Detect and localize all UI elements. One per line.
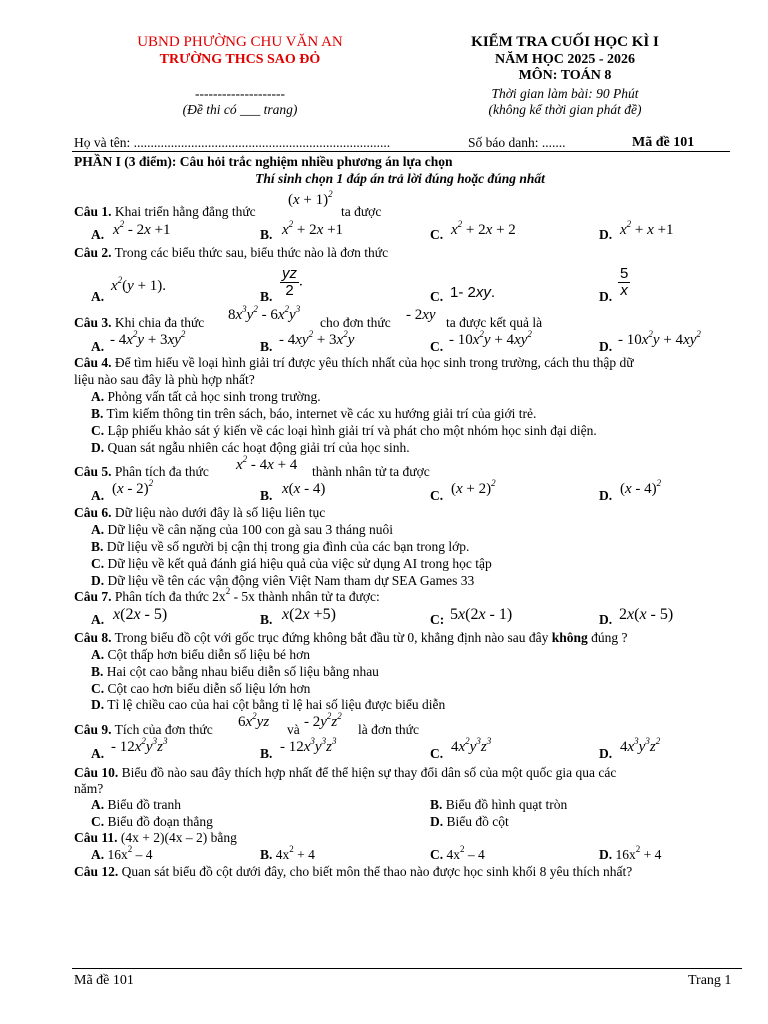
question-1 — [74, 204, 256, 220]
time-note: (không kể thời gian phát đề) — [488, 102, 642, 117]
q9-monomial-1: $6x^2yz$ — [238, 711, 270, 730]
option-label: A. — [91, 227, 105, 242]
option-text: Dữ liệu về cân nặng của 100 con gà sau 3 tháng nuôi — [107, 522, 393, 537]
candidate-number-field[interactable]: Số báo danh: ....... — [468, 135, 566, 150]
q5-option-b-value: x(x - 4) — [282, 481, 326, 497]
question-12 — [74, 864, 632, 880]
q2-option-d-value: $\frac{5}{x}$ — [620, 265, 629, 299]
part1-title: PHẦN I (3 điểm): Câu hỏi trắc nghiệm nhiều phương án lựa chọn — [74, 154, 453, 169]
q10-option-a[interactable] — [91, 797, 181, 813]
q1-option-c-value: $x^2 + 2x + 2$ — [451, 219, 516, 238]
q2-option-b[interactable] — [260, 289, 272, 305]
question-label: Câu 10. — [74, 765, 119, 780]
page-count-note: (Đề thi có ___ trang) — [182, 102, 298, 117]
q3-option-a[interactable] — [91, 339, 104, 355]
option-label: D. — [599, 612, 613, 627]
exponent: 2 — [460, 844, 465, 854]
q9-monomial-2: - $2y^2z^2$ — [304, 711, 342, 730]
question-text: Để tìm hiểu về loại hình giải trí được yêu thích nhất của học sinh trong trường, cách thu thập dữ — [114, 355, 634, 370]
q8-option-a[interactable] — [91, 647, 310, 663]
question-emphasis: không — [551, 630, 588, 645]
q5-option-a-value: (x - 2)$^2$ — [112, 478, 154, 497]
q2-option-c[interactable] — [430, 289, 443, 305]
option-label: D. — [599, 289, 613, 304]
q6-option-b[interactable] — [91, 539, 469, 555]
question-label: Câu 4. — [74, 355, 112, 370]
option-label: D. — [599, 339, 613, 354]
q11-option-b[interactable] — [260, 844, 315, 863]
q3-option-c-value: - $10x^2y + 4xy^2$ — [449, 329, 532, 348]
question-6 — [74, 505, 325, 521]
school-name: TRƯỜNG THCS SAO ĐỎ — [159, 52, 321, 67]
option-label: A. — [91, 847, 105, 862]
header-dashes: -------------------- — [195, 86, 285, 101]
question-label: Câu 8. — [74, 630, 112, 645]
option-label: B. — [260, 847, 273, 862]
q7-option-d-value: 2x(x - 5) — [619, 606, 674, 623]
q5-option-c-value: $(x + 2)^2$ — [451, 478, 496, 497]
question-label: Câu 11. — [74, 830, 118, 845]
option-text: Tỉ lệ chiều cao của hai cột bằng tỉ lệ hai số liệu được biểu diễn — [107, 697, 446, 712]
option-label: A. — [91, 746, 105, 761]
option-text: Cột cao hơn biểu diễn số liệu lớn hơn — [107, 681, 311, 696]
q3-option-c[interactable] — [430, 339, 443, 355]
option-label: C. — [430, 339, 444, 354]
q9-option-a[interactable] — [91, 746, 104, 762]
question-10 — [74, 765, 616, 781]
question-7 — [74, 586, 380, 605]
question-label: Câu 12. — [74, 864, 119, 879]
q2-option-a-value: $x^2(y + 1)$. — [111, 275, 167, 294]
question-text: Trong các biểu thức sau, biểu thức nào là đơn thức — [114, 245, 389, 260]
option-label: C. — [430, 289, 444, 304]
option-text: Quan sát ngẫu nhiên các hoạt động giải trí của học sinh. — [107, 440, 410, 455]
q2-option-d[interactable] — [599, 289, 612, 305]
question-text: cho đơn thức — [320, 315, 391, 330]
q7-option-a-value: x(2x - 5) — [113, 606, 168, 623]
option-label: D. — [599, 847, 613, 862]
option-label: A. — [91, 389, 105, 404]
option-label: D. — [599, 746, 613, 761]
option-label: A. — [91, 289, 105, 304]
q4-option-d[interactable] — [91, 440, 410, 456]
school-year: NĂM HỌC 2025 - 2026 — [495, 52, 635, 67]
option-text: Biểu đồ cột — [446, 814, 509, 829]
q7-option-c-value: 5x(2x - 1) — [450, 606, 513, 623]
q2-option-a[interactable] — [91, 289, 104, 305]
option-label: A. — [91, 522, 105, 537]
option-label: A. — [91, 647, 105, 662]
q1-option-c[interactable] — [430, 227, 443, 243]
district-name: UBND PHƯỜNG CHU VĂN AN — [137, 34, 343, 50]
q1-option-d-value: $x^2 + x +1$ — [620, 219, 674, 238]
q11-option-d[interactable] — [599, 844, 662, 863]
question-text: liệu nào sau đây là phù hợp nhất? — [74, 372, 255, 387]
option-text: Biểu đồ đoạn thẳng — [107, 814, 213, 829]
q3-option-b[interactable] — [260, 339, 272, 355]
question-text: Khi chia đa thức — [114, 315, 205, 330]
question-text: Khai triển hằng đẳng thức — [114, 204, 256, 219]
q5-option-d-value: (x - 4)$^2$ — [620, 478, 662, 497]
option-text: Biểu đồ hình quạt tròn — [445, 797, 568, 812]
option-label: C. — [91, 556, 105, 571]
q10-option-c[interactable] — [91, 814, 213, 830]
question-text: Dữ liệu nào dưới đây là số liệu liên tục — [114, 505, 326, 520]
footer-divider — [72, 968, 742, 969]
option-label: D. — [599, 488, 613, 503]
q1-option-d[interactable] — [599, 227, 612, 243]
option-label: B. — [91, 664, 104, 679]
question-label: Câu 2. — [74, 245, 112, 260]
q8-option-c[interactable] — [91, 681, 310, 697]
option-label: D. — [91, 697, 105, 712]
option-text: Lập phiếu khảo sát ý kiến về các loại hình giải trí và phát cho một nhóm học sinh đại diện. — [107, 423, 597, 438]
q9-option-c-value: $4x^2y^3z^3$ — [451, 736, 492, 755]
question-label: Câu 1. — [74, 204, 112, 219]
question-text: và — [287, 722, 300, 737]
q2-option-b-value: $\frac{yz}{2}$ . — [282, 265, 303, 299]
option-label: B. — [260, 227, 273, 242]
option-text: Biểu đồ tranh — [107, 797, 181, 812]
option-text: + 4 — [640, 847, 662, 862]
option-label: B. — [91, 406, 104, 421]
q6-option-a[interactable] — [91, 522, 393, 538]
q3-option-b-value: - $4xy^2 + 3x^2y$ — [279, 329, 355, 348]
option-label: A. — [91, 797, 105, 812]
question-text: là đơn thức — [358, 722, 419, 737]
q9-option-d-value: $4x^3y^3z^2$ — [620, 736, 661, 755]
exponent: 2 — [635, 844, 641, 854]
part1-instruction: Thí sinh chọn 1 đáp án trả lời đúng hoặc đúng nhất — [255, 171, 545, 186]
exponent: 2 — [225, 586, 231, 596]
option-text: + 4 — [293, 847, 315, 862]
option-label: D. — [91, 573, 105, 588]
question-text: Phân tích đa thức — [114, 464, 209, 479]
option-label: D. — [91, 440, 105, 455]
q7-option-b-value: x(2x +5) — [282, 606, 336, 623]
question-text: ta được kết quả là — [446, 315, 543, 330]
option-text: – 4 — [464, 847, 485, 862]
footer-exam-code: Mã đề 101 — [74, 973, 134, 988]
q3-option-d[interactable] — [599, 339, 612, 355]
q11-option-a[interactable] — [91, 844, 153, 863]
q7-option-a[interactable] — [91, 612, 104, 628]
option-label: B. — [260, 488, 273, 503]
q7-option-d[interactable] — [599, 612, 612, 628]
divider — [72, 151, 730, 152]
question-label: Câu 9. — [74, 722, 112, 737]
exam-title: KIỂM TRA CUỐI HỌC KÌ I — [471, 34, 659, 50]
option-label: C. — [430, 227, 444, 242]
q7-option-b[interactable] — [260, 612, 272, 628]
q5-option-c[interactable] — [430, 488, 443, 504]
option-label: C. — [91, 423, 105, 438]
exponent: 2 — [289, 844, 294, 854]
q5-option-b[interactable] — [260, 488, 272, 504]
q6-option-d[interactable] — [91, 573, 474, 589]
option-text: 4x — [446, 847, 460, 862]
option-text: – 4 — [132, 847, 153, 862]
question-text: năm? — [74, 781, 104, 796]
q1-option-a[interactable] — [91, 227, 104, 243]
option-label: B. — [91, 539, 104, 554]
q11-option-c[interactable] — [430, 844, 485, 863]
q10-option-b[interactable] — [430, 797, 567, 813]
question-label: Câu 6. — [74, 505, 112, 520]
q8-option-b[interactable] — [91, 664, 379, 680]
option-label: B. — [260, 339, 273, 354]
q3-dividend: $8x^3y^2 - 6x^2y^3$ — [228, 304, 301, 323]
q4-option-c[interactable] — [91, 423, 597, 439]
question-text: thành nhân tử ta được — [312, 464, 430, 479]
q6-option-c[interactable] — [91, 556, 492, 572]
option-label: A. — [91, 339, 105, 354]
question-label: Câu 7. — [74, 589, 112, 604]
option-text: Phỏng vấn tất cả học sinh trong trường. — [107, 389, 321, 404]
q3-option-a-value: - $4x^2y + 3xy^2$ — [110, 329, 186, 348]
footer-page-number: Trang 1 — [688, 973, 732, 988]
option-label: B. — [260, 746, 273, 761]
q3-option-d-value: - $10x^2y + 4xy^2$ — [618, 329, 701, 348]
question-text: Tích của đơn thức — [114, 722, 213, 737]
q9-option-a-value: - $12x^2y^3z^3$ — [111, 736, 168, 755]
option-label: C. — [430, 488, 444, 503]
q4-option-b[interactable] — [91, 406, 536, 422]
q10-option-d[interactable] — [430, 814, 509, 830]
option-label: B. — [260, 289, 273, 304]
question-text: ta được — [341, 204, 382, 219]
option-label: C. — [91, 814, 105, 829]
question-text: (4x + 2)(4x – 2) bằng — [120, 830, 237, 845]
option-text: 16x — [615, 847, 636, 862]
q4-option-a[interactable] — [91, 389, 321, 405]
question-2 — [74, 245, 388, 261]
question-label: Câu 5. — [74, 464, 112, 479]
exponent: 2 — [127, 844, 133, 854]
student-name-field[interactable]: Họ và tên: ............................................................................ — [74, 135, 391, 150]
exam-code: Mã đề 101 — [632, 135, 695, 150]
q3-divisor: - 2xy — [406, 307, 436, 323]
option-label: D. — [430, 814, 444, 829]
subject: MÔN: TOÁN 8 — [518, 68, 612, 83]
question-text: đúng ? — [591, 630, 628, 645]
q2-option-c-value: 1- 2xy. — [450, 284, 496, 301]
option-label: C. — [430, 847, 444, 862]
q5-expression: $x^2 - 4x + 4$ — [236, 454, 298, 473]
question-text: Quan sát biểu đồ cột dưới đây, cho biết môn thể thao nào được học sinh khối 8 yêu thích nhất? — [121, 864, 633, 879]
q9-option-b[interactable] — [260, 746, 272, 762]
option-label: B. — [260, 612, 273, 627]
question-11 — [74, 830, 237, 846]
question-5 — [74, 464, 209, 480]
time-limit: Thời gian làm bài: 90 Phút — [491, 86, 639, 101]
option-label: B. — [430, 797, 443, 812]
question-8 — [74, 630, 628, 646]
q7-option-c[interactable] — [430, 612, 444, 628]
option-text: Tìm kiếm thông tin trên sách, báo, internet về các xu hướng giải trí của giới trẻ. — [106, 406, 537, 421]
q9-option-b-value: - $12x^3y^3z^3$ — [280, 736, 337, 755]
option-label: C: — [430, 612, 445, 627]
option-label: A. — [91, 488, 105, 503]
q9-option-d[interactable] — [599, 746, 612, 762]
option-label: C. — [91, 681, 105, 696]
q1-expression: $(x + 1)^2$ — [288, 189, 333, 208]
option-text: Dữ liệu về tên các vận động viên Việt Nam tham dự SEA Games 33 — [107, 573, 475, 588]
q5-option-d[interactable] — [599, 488, 612, 504]
question-4 — [74, 355, 634, 371]
option-text: Cột thấp hơn biểu diễn số liệu bé hơn — [107, 647, 310, 662]
question-text: - 5x thành nhân tử ta được: — [230, 589, 380, 604]
option-label: D. — [599, 227, 613, 242]
q1-option-a-value: $x^2 - 2x +1$ — [113, 219, 171, 238]
q1-option-b[interactable] — [260, 227, 272, 243]
q9-option-c[interactable] — [430, 746, 443, 762]
option-label: A. — [91, 612, 105, 627]
q8-option-d[interactable] — [91, 697, 445, 713]
question-text: Phân tích đa thức 2x — [111, 589, 226, 604]
option-text: 16x — [107, 847, 128, 862]
option-text: Dữ liệu về kết quả đánh giá hiệu quả của việc sử dụng AI trong học tập — [107, 556, 492, 571]
question-label: Câu 3. — [74, 315, 112, 330]
option-text: Hai cột cao bằng nhau biểu diễn số liệu bằng nhau — [106, 664, 379, 679]
question-text: Biểu đồ nào sau đây thích hợp nhất để thể hiện sự thay đổi dân số của một quốc gia qua các — [121, 765, 617, 780]
option-text: 4x — [275, 847, 290, 862]
question-text: Trong biểu đồ cột với gốc trục đứng không bắt đầu từ 0, khẳng định nào sau đây — [114, 630, 549, 645]
q1-option-b-value: $x^2 + 2x +1$ — [282, 219, 344, 238]
option-text: Dữ liệu về số người bị cận thị trong gia đình của các bạn trong lớp. — [106, 539, 470, 554]
option-label: C. — [430, 746, 444, 761]
q5-option-a[interactable] — [91, 488, 104, 504]
